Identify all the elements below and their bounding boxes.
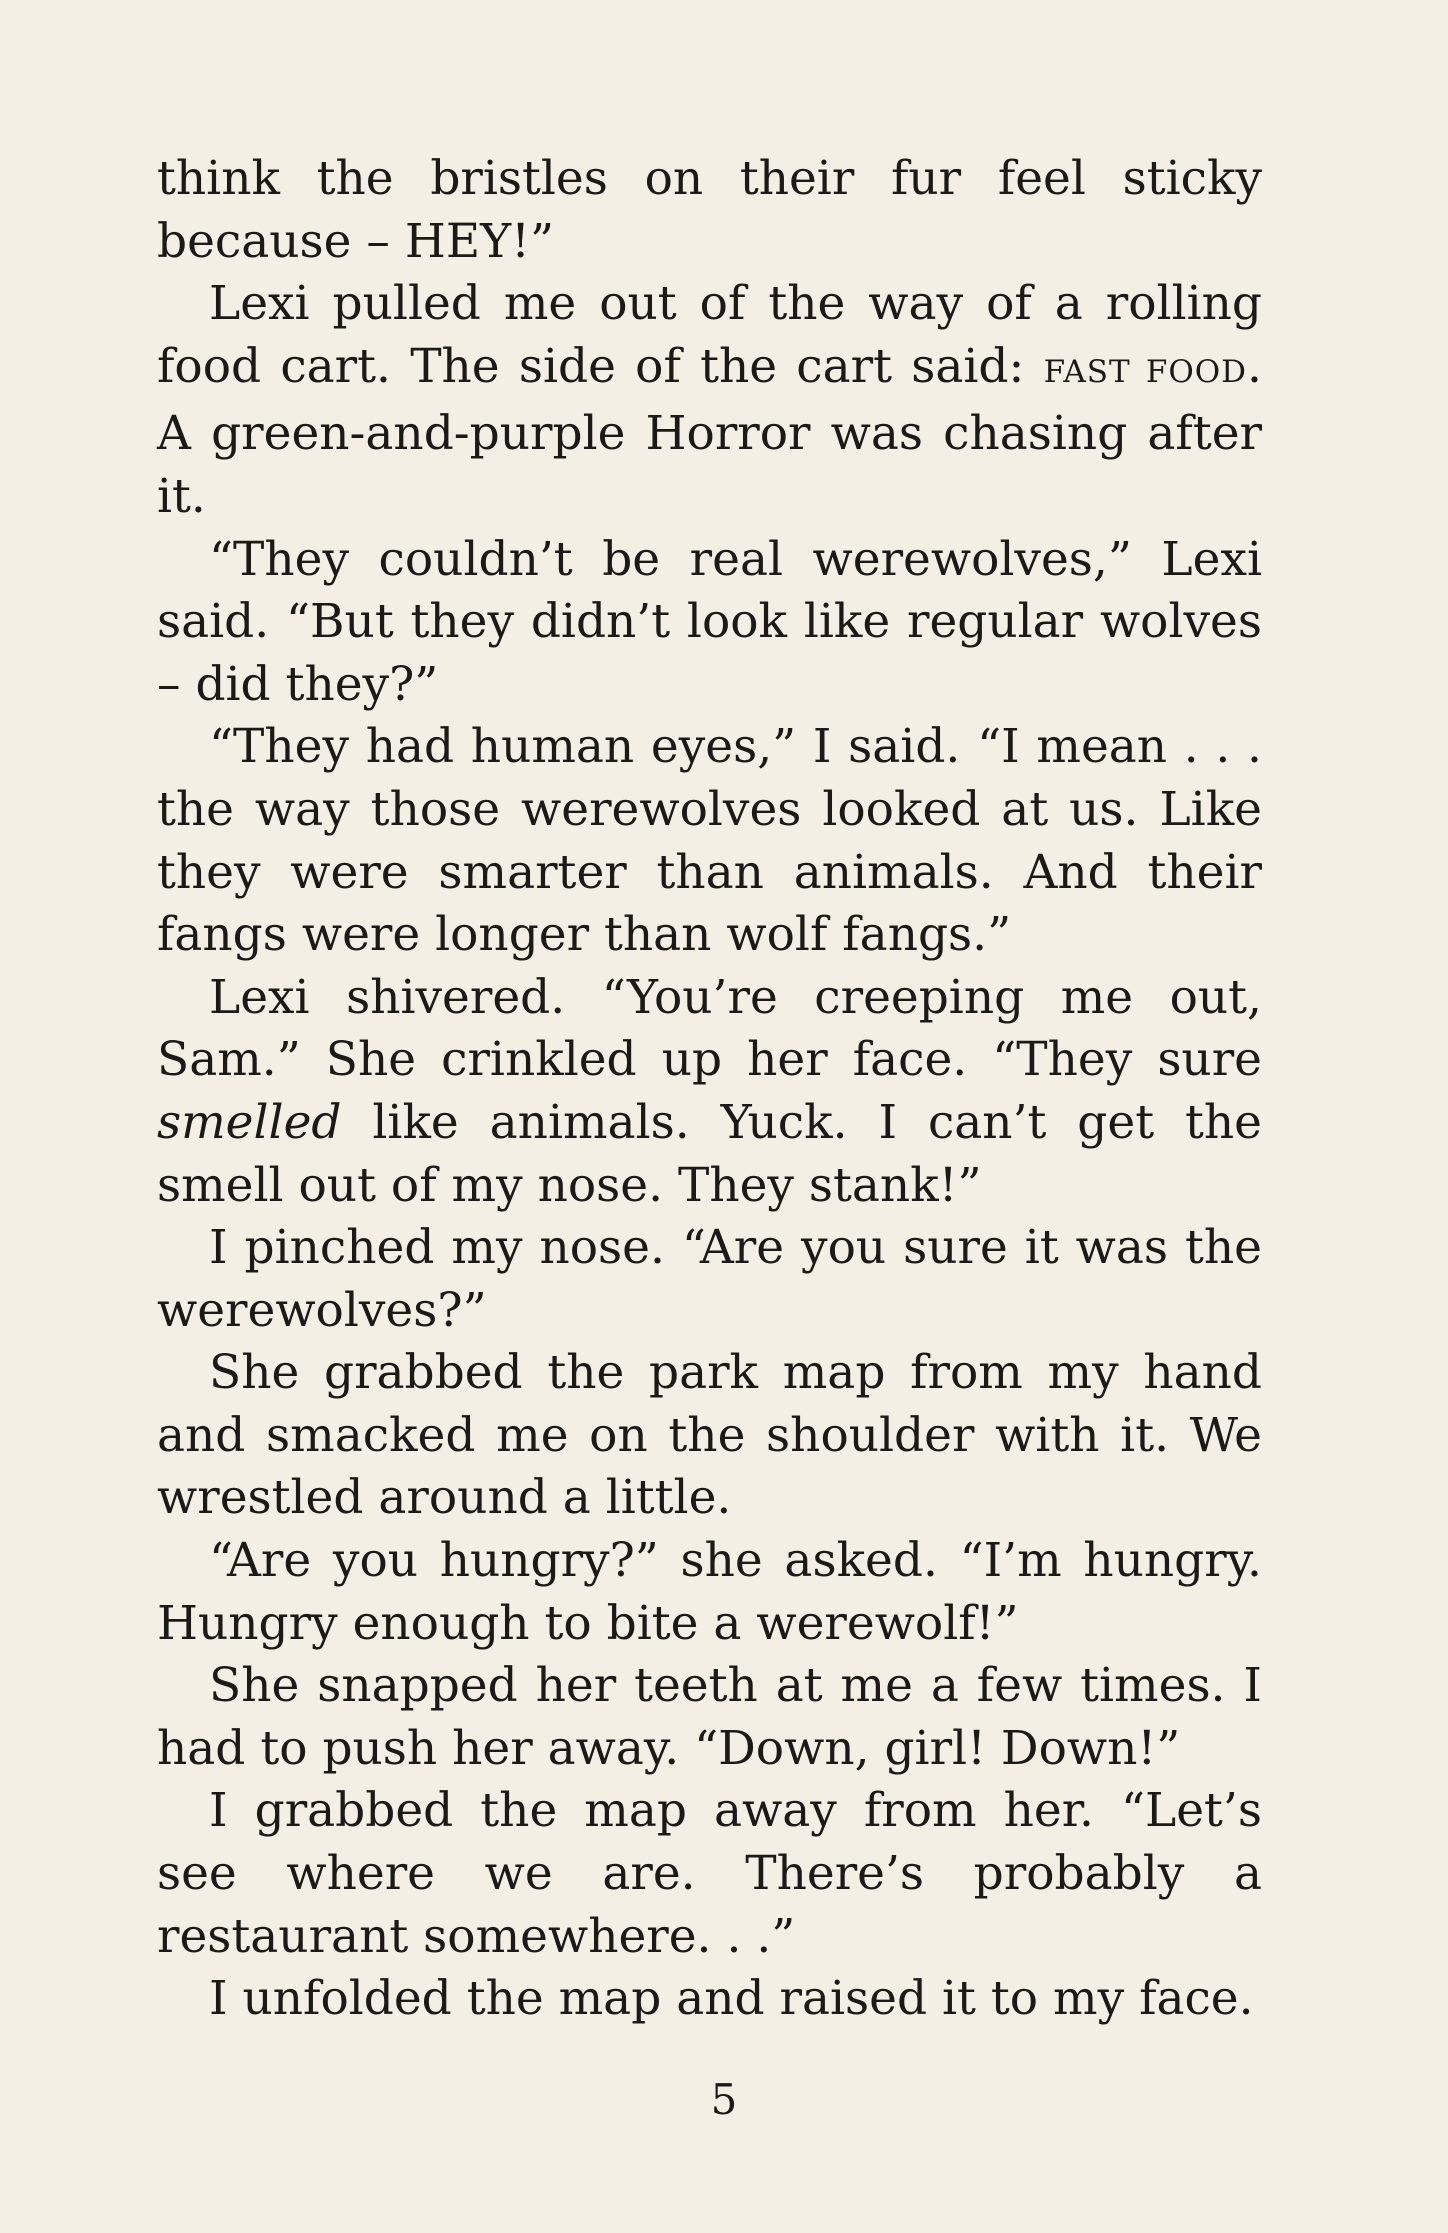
- paragraph-5: [157, 967, 1262, 1217]
- paragraph-9-text: She snapped her teeth at me a few times. I had to push her away. “Down, girl! Down!”: [157, 1658, 1262, 1776]
- paragraph-2-text: Lexi pulled me out of the way of a rolling food cart. The side of the cart said:: [157, 276, 1262, 394]
- paragraph-4: [157, 716, 1262, 966]
- body-text: [157, 148, 1262, 2031]
- paragraph-7-text: She grabbed the park map from my hand and smacked me on the shoulder with it. We wrestled around a little.: [157, 1345, 1262, 1526]
- page-number: 5: [710, 2075, 738, 2124]
- paragraph-5-tail: like animals. Yuck. I can’t get the smell out of my nose. They stank!”: [157, 1094, 1262, 1213]
- paragraph-11: [157, 1968, 1262, 2031]
- paragraph-3-text: “They couldn’t be real werewolves,” Lexi said. “But they didn’t look like regular wolves – did they?”: [157, 531, 1262, 712]
- paragraph-10: [157, 1780, 1262, 1968]
- paragraph-9: [157, 1655, 1262, 1780]
- paragraph-5-text: Lexi shivered. “You’re creeping me out, Sam.” She crinkled up her face. “They sure: [157, 969, 1262, 1088]
- cart-sign-text: FAST FOOD: [1043, 353, 1248, 390]
- paragraph-8: [157, 1530, 1262, 1655]
- paragraph-11-text: I unfolded the map and raised it to my face.: [209, 1971, 1254, 2027]
- paragraph-2-tail: . A green-and-purple Horror was chasing after it.: [157, 338, 1262, 524]
- paragraph-2: [157, 273, 1262, 528]
- paragraph-6: [157, 1217, 1262, 1342]
- paragraph-10-text: I grabbed the map away from her. “Let’s see where we are. There’s probably a restaurant somewhere. . .”: [157, 1783, 1262, 1964]
- paragraph-6-text: I pinched my nose. “Are you sure it was the werewolves?”: [157, 1220, 1262, 1338]
- paragraph-7: [157, 1342, 1262, 1530]
- paragraph-3: [157, 529, 1262, 717]
- paragraph-8-text: “Are you hungry?” she asked. “I’m hungry. Hungry enough to bite a werewolf!”: [157, 1533, 1262, 1651]
- paragraph-4-text: “They had human eyes,” I said. “I mean . . . the way those werewolves looked at us. Like they were smarter than animals. And their fangs were longer than wolf fangs.”: [157, 719, 1262, 963]
- emphasis-smelled: smelled: [157, 1094, 342, 1150]
- paragraph-1-text: think the bristles on their fur feel sticky because – HEY!”: [157, 151, 1262, 269]
- paragraph-1: [157, 148, 1262, 273]
